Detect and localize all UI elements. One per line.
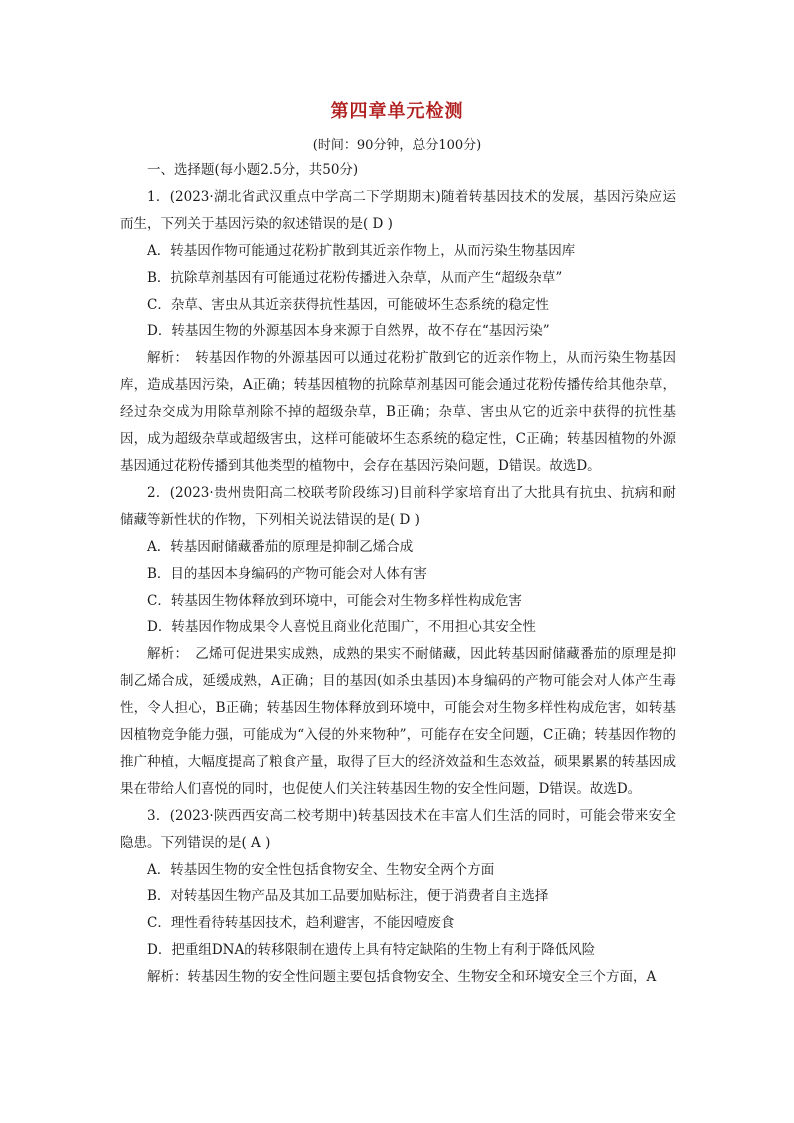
answer-option: A．转基因耐储藏番茄的原理是抑制乙烯合成 <box>147 538 414 555</box>
question-stem: 1．(2023·湖北省武汉重点中学高二下学期期末)随着转基因技术的发展，基因污染应运而生，下列关于基因污染的叙述错误的是( D ) <box>120 188 676 232</box>
answer-option: D．转基因生物的外源基因本身来源于自然界，故不存在“基因污染” <box>147 323 550 340</box>
question-stem: 2．(2023·贵州贵阳高二校联考阶段练习)目前科学家培育出了大批具有抗虫、抗病和耐储藏等新性状的作物，下列相关说法错误的是( D ) <box>120 484 676 528</box>
answer-option: B．对转基因生物产品及其加工品要加贴标注，便于消费者自主选择 <box>147 888 549 905</box>
document-body <box>120 157 676 991</box>
question-analysis: 解析： 转基因作物的外源基因可以通过花粉扩散到它的近亲作物上，从而污染生物基因库，造成基因污染，A正确；转基因植物的抗除草剂基因可能会通过花粉传播传给其他杂草，经过杂交成为用除草剂除不掉的超级杂草，B正确；杂草、害虫从它的近亲中获得的抗性基因，成为超级杂草或超级害虫，这样可能破坏生态系统的稳定性，C正确；转基因植物的外源基因通过花粉传播到其他类型的植物中，会存在基因污染问题，D错误。故选D。 <box>120 350 676 474</box>
answer-option: A．转基因作物可能通过花粉扩散到其近亲作物上，从而污染生物基因库 <box>147 242 576 259</box>
question-analysis: 解析： 乙烯可促进果实成熟，成熟的果实不耐储藏，因此转基因耐储藏番茄的原理是抑制乙烯合成，延缓成熟，A正确；目的基因(如杀虫基因)本身编码的产物可能会对人体产生毒性，令人担心，B正确；转基因生物体释放到环境中，可能会对生物多样性构成危害，如转基因植物竞争能力强，可能成为“入侵的外来物种”，可能存在安全问题，C正确；转基因作物的推广种植，大幅度提高了粮食产量，取得了巨大的经济效益和生态效益，硕果累累的转基因成果在带给人们喜悦的同时，也促使人们关注转基因生物的安全性问题，D错误。故选D。 <box>120 646 676 797</box>
section-heading: 一、选择题(每小题2.5分，共50分) <box>147 162 359 178</box>
question-stem: 3．(2023·陕西西安高二校考期中)转基因技术在丰富人们生活的同时，可能会带来安全隐患。下列错误的是( A ) <box>120 807 676 851</box>
answer-option: B．目的基因本身编码的产物可能会对人体有害 <box>147 565 427 582</box>
answer-option: B．抗除草剂基因有可能通过花粉传播进入杂草，从而产生“超级杂草” <box>147 269 563 286</box>
answer-option: C．杂草、害虫从其近亲获得抗性基因，可能破坏生态系统的稳定性 <box>147 296 549 313</box>
answer-option: D．转基因作物成果令人喜悦且商业化范围广，不用担心其安全性 <box>147 619 536 636</box>
question-analysis: 解析：转基因生物的安全性问题主要包括食物安全、生物安全和环境安全三个方面，A <box>147 969 657 986</box>
exam-info: (时间：90分钟，总分100分) <box>312 138 482 153</box>
answer-option: C．转基因生物体释放到环境中，可能会对生物多样性构成危害 <box>147 592 522 609</box>
page-title: 第四章单元检测 <box>330 101 464 122</box>
answer-option: C．理性看待转基因技术，趋利避害，不能因噎废食 <box>147 915 455 932</box>
answer-option: A．转基因生物的安全性包括食物安全、生物安全两个方面 <box>147 861 495 878</box>
answer-option: D．把重组DNA的转移限制在遗传上具有特定缺陷的生物上有利于降低风险 <box>147 942 596 959</box>
